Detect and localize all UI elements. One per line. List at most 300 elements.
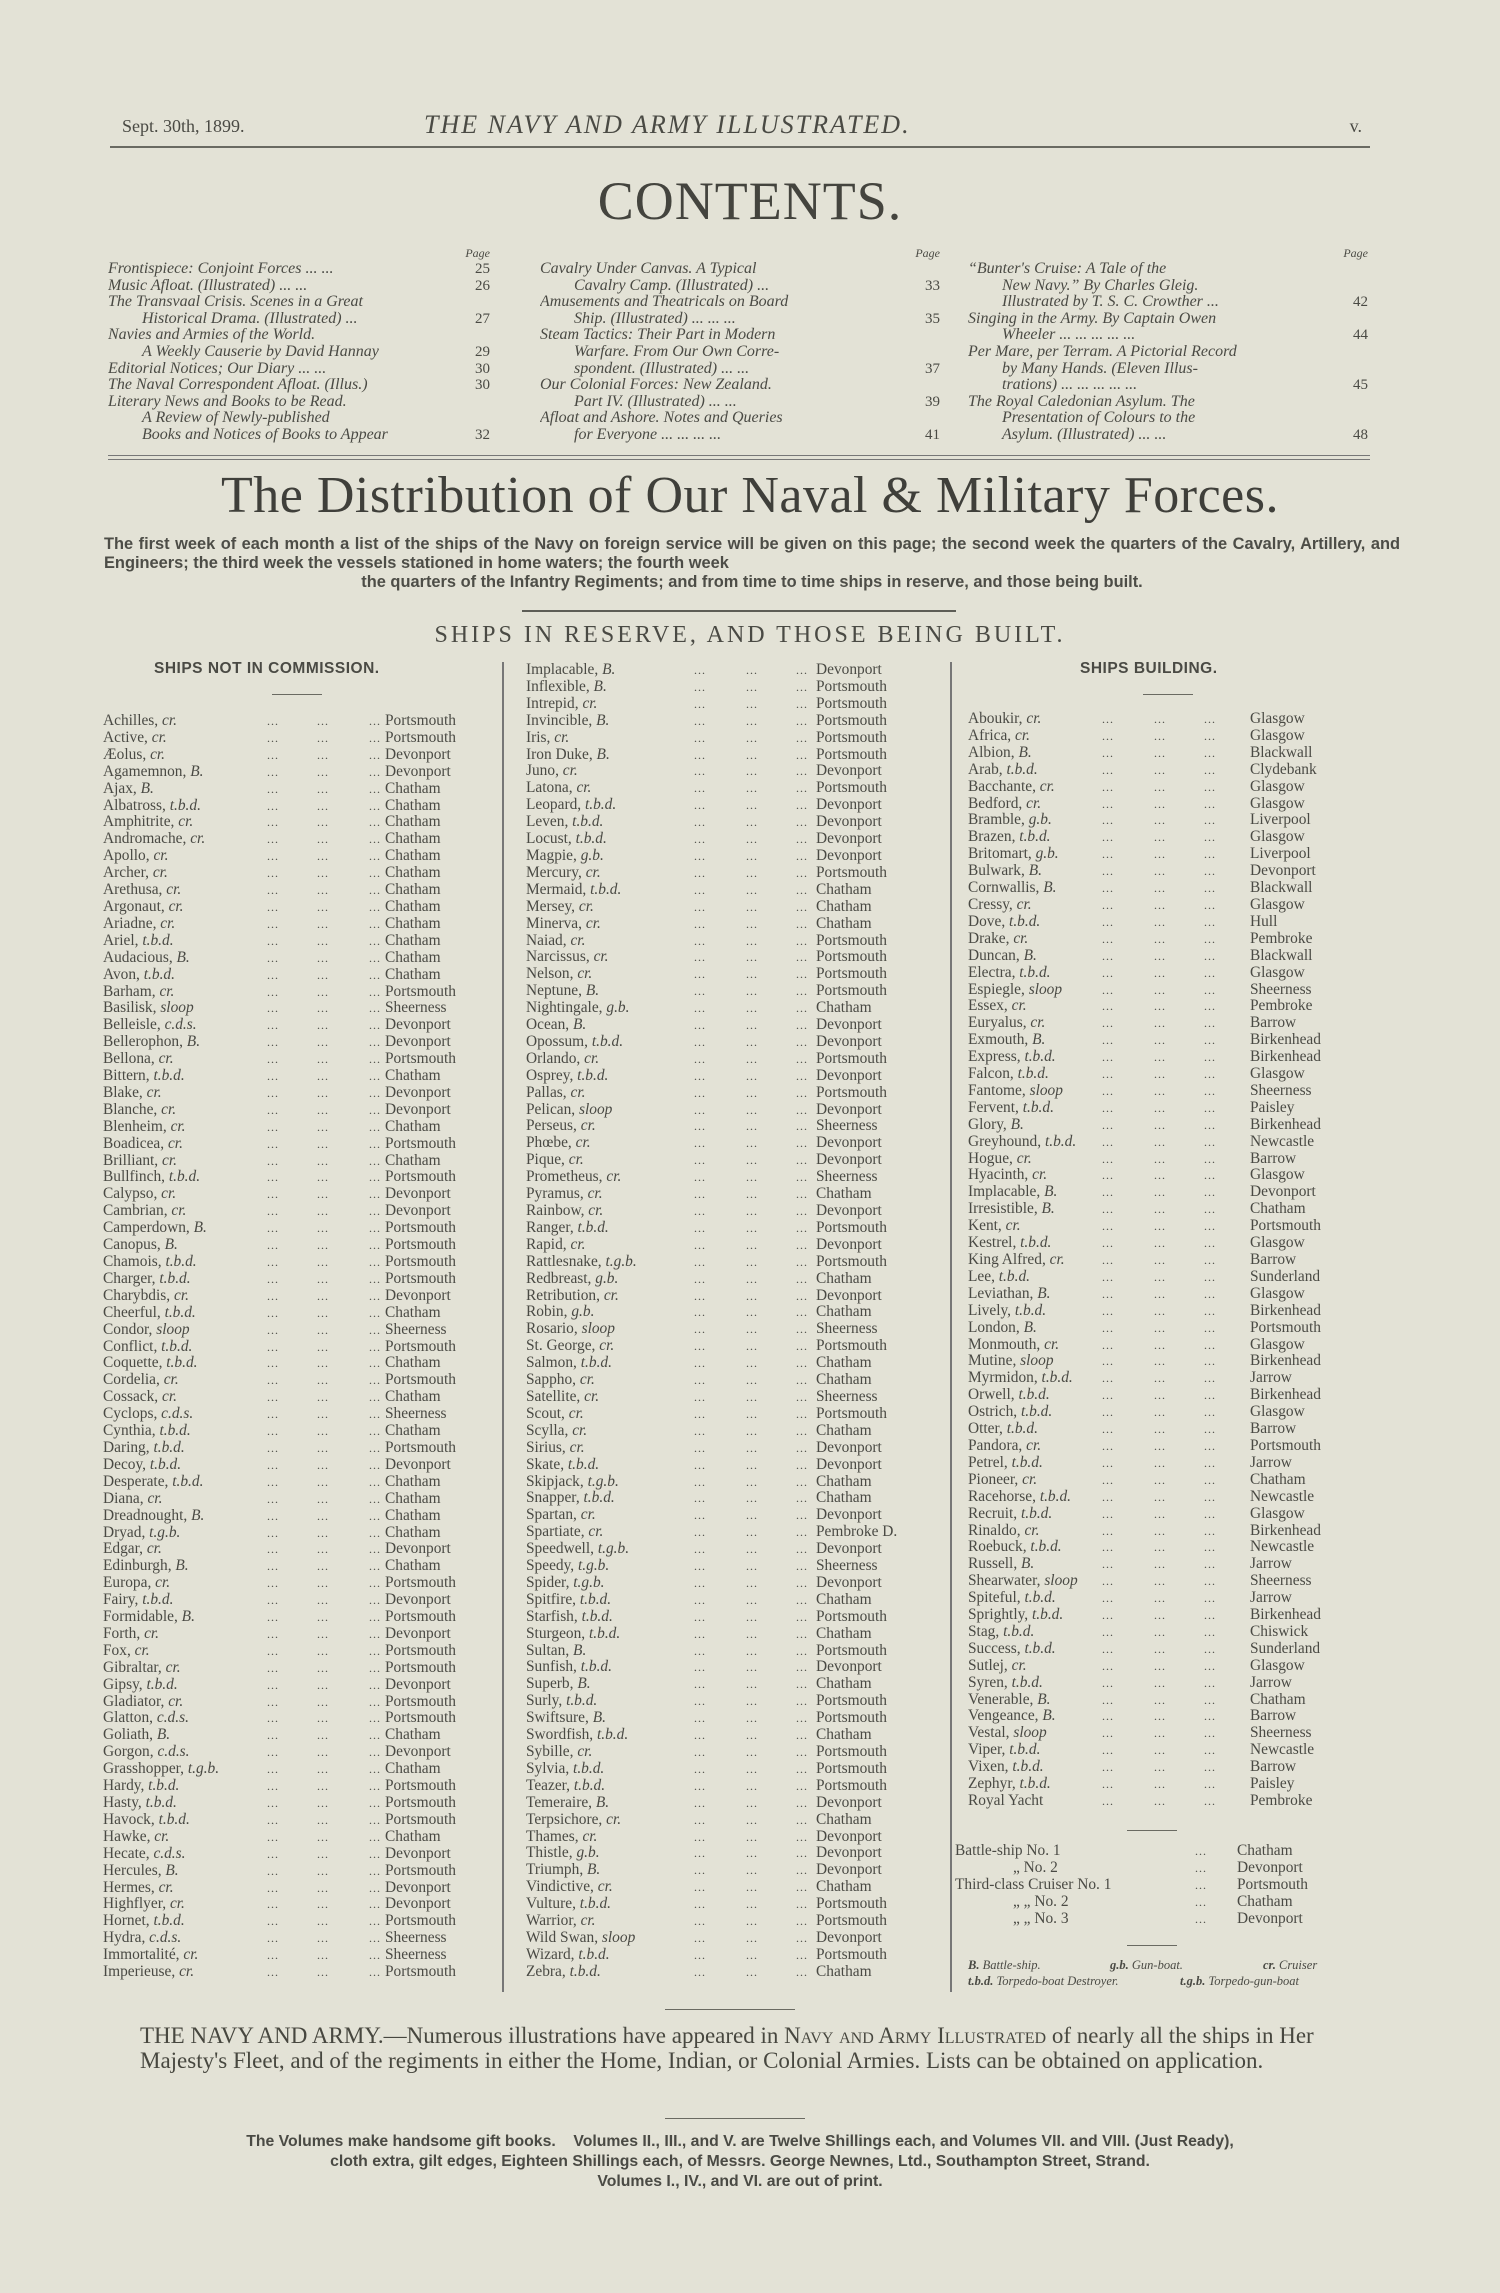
ship-name: [103, 1795, 177, 1812]
leader-dots: ...: [746, 1745, 758, 1759]
ship-name-text: Gladiator,: [103, 1692, 165, 1710]
ship-name-text: Success,: [968, 1639, 1021, 1657]
ship-location: Sheerness: [816, 1387, 878, 1405]
leader-dots: ...: [1154, 881, 1166, 896]
ship-row: [526, 1879, 926, 1896]
leader-dots: ...: [1154, 948, 1166, 963]
ship-name: [526, 1355, 612, 1372]
leader-dots: ...: [1204, 728, 1216, 743]
leader-dots: ...: [267, 1322, 279, 1337]
leader-dots: ...: [317, 1136, 329, 1151]
ship-type: sloop: [1013, 1724, 1047, 1742]
ship-location: Portsmouth: [385, 1963, 456, 1981]
ship-row: [968, 1742, 1348, 1759]
leader-dots: ...: [796, 1322, 808, 1337]
ship-row: [526, 1220, 926, 1237]
ship-location: Glasgow: [1250, 1284, 1305, 1302]
ship-type: t.b.d.: [172, 1472, 204, 1490]
leader-dots: ...: [694, 984, 706, 999]
leader-dots: ...: [267, 1102, 279, 1117]
ship-row: [968, 1370, 1348, 1387]
contents-title: CONTENTS.: [597, 171, 903, 231]
ship-type: cr.: [150, 745, 166, 763]
ship-type: B.: [596, 745, 610, 763]
ship-name-text: St. George,: [526, 1337, 596, 1355]
ship-location: Chatham: [816, 1624, 872, 1642]
leader-dots: ...: [1204, 1455, 1216, 1470]
leader-dots: ...: [796, 933, 808, 948]
ship-name-text: Blenheim,: [103, 1117, 167, 1135]
ship-row: [526, 1355, 926, 1372]
ship-name-text: Orwell,: [968, 1386, 1015, 1404]
leader-dots: ...: [1154, 1658, 1166, 1673]
ship-row: [526, 1626, 926, 1643]
ship-name: [526, 1930, 635, 1947]
ship-type: t.b.d.: [1020, 1234, 1052, 1252]
leader-dots: ...: [267, 1677, 279, 1692]
leader-dots: ...: [1204, 1422, 1216, 1437]
ship-name-text: Bulwark,: [968, 862, 1025, 880]
leader-dots: ...: [796, 1491, 808, 1506]
leader-dots: ...: [1102, 762, 1114, 777]
ship-location: Glasgow: [1250, 1234, 1305, 1252]
ship-row: [103, 831, 483, 848]
leader-dots: ...: [1102, 1438, 1114, 1453]
ship-name-text: Retribution,: [526, 1286, 600, 1304]
leader-dots: ...: [746, 1220, 758, 1235]
notice-lead: THE NAVY AND ARMY.: [140, 2023, 384, 2048]
ship-type: t.g.b.: [597, 1540, 630, 1558]
leader-dots: ...: [1102, 1151, 1114, 1166]
ship-row: [526, 713, 926, 730]
leader-dots: ...: [694, 1102, 706, 1117]
leader-dots: ...: [796, 1271, 808, 1286]
ship-type: cr.: [1026, 794, 1042, 812]
leader-dots: ...: [1154, 1574, 1166, 1589]
leader-dots: ...: [369, 1187, 381, 1202]
ship-type: t.b.d.: [145, 1794, 177, 1811]
leader-dots: ...: [1102, 1777, 1114, 1792]
leader-dots: ...: [1102, 982, 1114, 997]
leader-dots: ...: [317, 1914, 329, 1929]
ship-name-text: Hogue,: [968, 1149, 1013, 1167]
leader-dots: ...: [369, 1356, 381, 1371]
ship-name: [103, 1694, 183, 1711]
ship-location: Portsmouth: [816, 1912, 887, 1930]
ship-name: [103, 1913, 185, 1930]
leader-dots: ...: [1204, 1033, 1216, 1048]
ship-name: [103, 848, 168, 865]
ship-row: [968, 948, 1348, 965]
ship-row: [103, 1829, 483, 1846]
ship-type: cr.: [178, 813, 194, 831]
ship-name: [526, 1913, 596, 1930]
ship-name: [526, 1778, 605, 1795]
leader-dots: ...: [1102, 779, 1114, 794]
leader-dots: ...: [317, 1390, 329, 1405]
leader-dots: ...: [317, 1508, 329, 1523]
ship-location: Devonport: [385, 1016, 451, 1034]
leader-dots: ...: [694, 848, 706, 863]
leader-dots: ...: [694, 1660, 706, 1675]
ship-row: [103, 798, 483, 815]
ship-name-text: Canopus,: [103, 1236, 161, 1254]
leader-dots: ...: [369, 1677, 381, 1692]
ship-row: [968, 711, 1348, 728]
leader-dots: ...: [1204, 1117, 1216, 1132]
leader-dots: ...: [1102, 1675, 1114, 1690]
leader-dots: ...: [1154, 1608, 1166, 1623]
ship-location: Sheerness: [816, 1168, 878, 1186]
leader-dots: ...: [369, 730, 381, 745]
leader-dots: ...: [796, 1964, 808, 1979]
ship-name-text: Cambrian,: [103, 1202, 168, 1220]
leader-dots: ...: [796, 764, 808, 779]
contents-page-number: 39: [925, 393, 940, 410]
ship-row: [103, 1913, 483, 1930]
ship-type: cr.: [173, 1286, 189, 1304]
leader-dots: ...: [267, 1897, 279, 1912]
ship-row: [526, 1304, 926, 1321]
leader-dots: ...: [694, 1339, 706, 1354]
ship-name-text: Vestal,: [968, 1724, 1010, 1742]
leader-dots: ...: [267, 1694, 279, 1709]
ship-type: B.: [186, 1033, 201, 1051]
ship-name: [968, 1455, 1043, 1472]
ship-row: [968, 1641, 1348, 1658]
leader-dots: ...: [694, 1474, 706, 1489]
leader-dots: ...: [796, 1288, 808, 1303]
ship-name-text: Cheerful,: [103, 1303, 161, 1321]
ship-row: [526, 1102, 926, 1119]
ship-name-text: Juno,: [526, 762, 559, 780]
leader-dots: ...: [1204, 1134, 1216, 1149]
leader-dots: ...: [746, 1068, 758, 1083]
ship-type: g.b.: [576, 1844, 600, 1862]
ship-row: [968, 1286, 1348, 1303]
ship-name: [968, 1472, 1037, 1489]
ship-name: [103, 1017, 197, 1034]
leader-dots: ...: [369, 1288, 381, 1303]
leader-dots: ...: [267, 1187, 279, 1202]
ship-name: [103, 1000, 194, 1017]
leader-dots: ...: [369, 815, 381, 830]
ship-row: [968, 931, 1348, 948]
leader-dots: ...: [746, 1051, 758, 1066]
leader-dots: ...: [796, 1001, 808, 1016]
leader-dots: ...: [267, 1846, 279, 1861]
ship-type: t.b.d.: [580, 1658, 612, 1676]
ship-type: t.b.d.: [1024, 1048, 1056, 1066]
leader-dots: ...: [694, 1237, 706, 1252]
ship-name-text: Skate,: [526, 1455, 565, 1473]
leader-dots: ...: [1204, 881, 1216, 896]
ship-name-text: Bellerophon,: [103, 1033, 183, 1051]
ship-type: t.b.d.: [1012, 1758, 1044, 1776]
leader-dots: ...: [796, 1643, 808, 1658]
leader-dots: ...: [746, 1423, 758, 1438]
leader-dots: ...: [694, 1575, 706, 1590]
leader-dots: ...: [746, 1778, 758, 1793]
ship-name: [526, 1406, 584, 1423]
contents-entry: [540, 327, 940, 377]
ship-location: Chatham: [816, 1878, 872, 1896]
ship-row: [103, 1795, 483, 1812]
ship-name: [526, 662, 615, 679]
ship-type: cr.: [582, 1827, 598, 1845]
ship-name-text: Irresistible,: [968, 1200, 1038, 1218]
ship-type: t.b.d.: [590, 880, 622, 898]
ship-name: [526, 1541, 629, 1558]
ship-location: Devonport: [816, 661, 882, 678]
ship-name-text: Starfish,: [526, 1607, 578, 1625]
leader-dots: ...: [796, 1406, 808, 1421]
ship-location: Portsmouth: [816, 1049, 887, 1067]
ship-name: [103, 1034, 200, 1051]
ship-location: Portsmouth: [385, 1438, 456, 1456]
leader-dots: ...: [369, 1846, 381, 1861]
leader-dots: ...: [746, 1795, 758, 1810]
ship-row: [103, 882, 483, 899]
ship-row: [968, 1184, 1348, 1201]
leader-dots: ...: [1102, 1269, 1114, 1284]
ship-location: Jarrow: [1250, 1555, 1292, 1573]
leader-dots: ...: [1154, 779, 1166, 794]
ship-location: Chatham: [816, 1590, 872, 1608]
ship-row: [526, 1423, 926, 1440]
ship-type: t.b.d.: [577, 1218, 609, 1236]
ship-row: [526, 1676, 926, 1693]
leader-dots: ...: [369, 1271, 381, 1286]
leader-dots: ...: [746, 1626, 758, 1641]
ship-type: t.b.d.: [1019, 1775, 1051, 1793]
ship-name: [968, 1506, 1052, 1523]
ship-name: [103, 933, 174, 950]
ship-name: [103, 1491, 162, 1508]
ship-row: [968, 1624, 1348, 1641]
ship-name-text: Electra,: [968, 963, 1016, 981]
ship-row: [103, 1643, 483, 1660]
leader-dots: ...: [1204, 1794, 1216, 1808]
ship-row: [526, 1609, 926, 1626]
ship-row: [103, 916, 483, 933]
ship-type: cr.: [580, 1506, 596, 1524]
ship-location: Chatham: [385, 1726, 441, 1744]
ship-type: cr.: [577, 965, 593, 983]
leader-dots: ...: [746, 1018, 758, 1033]
leader-dots: ...: [267, 1407, 279, 1422]
leader-dots: ...: [1102, 931, 1114, 946]
leader-dots: ...: [369, 832, 381, 847]
ship-location: Chatham: [1250, 1200, 1306, 1218]
leader-dots: ...: [746, 1254, 758, 1269]
leader-dots: ...: [1204, 1557, 1216, 1572]
leader-dots: ...: [746, 1812, 758, 1827]
leader-dots: ...: [1204, 1641, 1216, 1656]
ship-location: Portsmouth: [1250, 1217, 1321, 1235]
ship-row: [103, 1186, 483, 1203]
leader-dots: ...: [1204, 745, 1216, 760]
ship-name-text: Monmouth,: [968, 1335, 1041, 1353]
leader-dots: ...: [1154, 1185, 1166, 1200]
leader-dots: ...: [317, 1542, 329, 1557]
ship-location: Paisley: [1250, 1775, 1295, 1793]
leader-dots: ...: [746, 747, 758, 762]
leader-dots: ...: [1204, 762, 1216, 777]
leader-dots: ...: [746, 1119, 758, 1134]
ship-location: Clydebank: [1250, 760, 1317, 778]
ship-location: Portsmouth: [816, 1641, 887, 1659]
ship-type: cr.: [161, 1185, 177, 1203]
ship-row: [968, 762, 1348, 779]
leader-dots: ...: [369, 1948, 381, 1963]
leader-dots: ...: [1154, 1033, 1166, 1048]
ship-name-text: Espiegle,: [968, 980, 1025, 998]
ship-type: cr.: [158, 1050, 174, 1068]
ship-name: [103, 1677, 178, 1694]
ship-name-text: Iris,: [526, 728, 551, 746]
leader-dots: ...: [694, 1001, 706, 1016]
ship-type: B.: [577, 1675, 591, 1693]
leader-dots: ...: [317, 899, 329, 914]
ship-type: cr.: [587, 1185, 603, 1203]
leader-dots: ...: [694, 1440, 706, 1455]
ship-location: Chiswick: [1250, 1622, 1309, 1640]
leader-dots: ...: [796, 781, 808, 796]
ship-name-text: Spartiate,: [526, 1523, 585, 1541]
ship-type: t.b.d.: [168, 1168, 201, 1186]
leader-dots: ...: [694, 950, 706, 965]
ship-location: Chatham: [385, 881, 441, 899]
ship-name: [103, 1237, 178, 1254]
leader-dots: ...: [317, 1271, 329, 1286]
ship-name-text: Brazen,: [968, 828, 1016, 846]
leader-dots: ...: [746, 815, 758, 830]
ship-row: [103, 1558, 483, 1575]
leader-dots: ...: [796, 1525, 808, 1540]
ship-type: cr.: [568, 1151, 584, 1169]
leader-dots: ...: [267, 899, 279, 914]
leader-dots: ...: [746, 696, 758, 711]
ship-type: B.: [1028, 862, 1042, 880]
ship-location: Devonport: [816, 1235, 882, 1253]
ship-location: Portsmouth: [816, 1776, 887, 1794]
contents-entry-line: Presentation of Colours to the: [1002, 410, 1196, 427]
ship-name: [968, 948, 1037, 965]
ship-location: Glasgow: [1250, 1065, 1305, 1083]
ship-name-text: Nelson,: [526, 965, 574, 983]
leader-dots: ...: [369, 1728, 381, 1743]
ship-name-text: Fox,: [103, 1641, 131, 1659]
leader-dots: ...: [1154, 1438, 1166, 1453]
ship-location: Blackwall: [1250, 946, 1313, 964]
leader-dots: ...: [1204, 1591, 1216, 1606]
ship-location: Chatham: [1250, 1470, 1306, 1488]
leader-dots: ...: [1154, 813, 1166, 828]
ship-row: [968, 1201, 1348, 1218]
ship-location: Devonport: [816, 1100, 882, 1118]
ship-location: Jarrow: [1250, 1453, 1292, 1471]
ship-name: [526, 1474, 619, 1491]
leader-dots: ...: [694, 1305, 706, 1320]
ship-name: [103, 781, 154, 798]
ship-row: [526, 1169, 926, 1186]
ship-name-text: Belleisle,: [103, 1016, 161, 1034]
ship-location: Devonport: [816, 762, 882, 780]
running-header: [122, 110, 1362, 142]
ship-location: Portsmouth: [816, 1759, 887, 1777]
ship-location: Portsmouth: [816, 711, 887, 729]
leader-dots: ...: [1204, 1219, 1216, 1234]
ship-location: Chatham: [385, 1506, 441, 1524]
ship-name-text: Superb,: [526, 1675, 574, 1693]
ship-type: B.: [1041, 1200, 1055, 1218]
ship-type: t.b.d.: [579, 1895, 612, 1913]
ship-location: Portsmouth: [385, 1574, 456, 1592]
ship-name: [968, 1489, 1071, 1506]
leader-dots: ...: [694, 1018, 706, 1033]
contents-entry: [968, 310, 1368, 344]
leader-dots: ...: [267, 764, 279, 779]
ship-name: [103, 1930, 181, 1947]
ship-row: [526, 865, 926, 882]
contents-entry-line: Wheeler ... ... ... ... ...: [1002, 327, 1136, 344]
ship-name-text: London,: [968, 1318, 1020, 1336]
ship-location: Glasgow: [1250, 1166, 1305, 1184]
ship-name-text: Speedwell,: [526, 1540, 594, 1558]
leader-dots: ...: [746, 1508, 758, 1523]
leader-dots: ...: [317, 832, 329, 847]
ship-row: [103, 950, 483, 967]
leader-dots: ...: [369, 1085, 381, 1100]
ship-type: t.b.d.: [1022, 1098, 1054, 1116]
contents-entry: [540, 410, 940, 443]
ship-row: [968, 1455, 1348, 1472]
leader-dots: ...: [1204, 1438, 1216, 1453]
ship-name-text: Express,: [968, 1048, 1021, 1066]
ship-name-text: Cornwallis,: [968, 879, 1040, 897]
header-rule: [110, 146, 1370, 148]
ship-row: [103, 1085, 483, 1102]
ship-location: Devonport: [385, 1455, 451, 1473]
contents-entry-line: The Royal Caledonian Asylum. The: [968, 393, 1195, 410]
ship-name: [526, 1609, 613, 1626]
leader-dots: ...: [796, 1592, 808, 1607]
leader-dots: ...: [1204, 1320, 1216, 1335]
leader-dots: ...: [369, 1880, 381, 1895]
leader-dots: ...: [369, 1796, 381, 1810]
leader-dots: ...: [1154, 1624, 1166, 1639]
navy-and-army-notice: [90, 2024, 1400, 2073]
leader-dots: ...: [1154, 1100, 1166, 1115]
ship-name: [968, 880, 1057, 897]
leader-dots: ...: [267, 1390, 279, 1405]
ship-name: [103, 1660, 181, 1677]
leader-dots: ...: [267, 984, 279, 999]
ship-location: Chatham: [816, 1489, 872, 1507]
ship-name: [968, 1320, 1037, 1337]
intro-paragraph: [104, 535, 1400, 592]
leader-dots: ...: [1154, 1455, 1166, 1470]
leader-dots: ...: [796, 1068, 808, 1083]
leader-dots: ...: [1154, 1591, 1166, 1606]
ship-name-text: Dove,: [968, 912, 1006, 930]
leader-dots: ...: [796, 950, 808, 965]
contents-entry: [540, 261, 940, 294]
leader-dots: ...: [746, 1085, 758, 1100]
contents-entry-line: trations) ... ... ... ... ...: [1002, 377, 1138, 394]
leader-dots: ...: [796, 1677, 808, 1692]
